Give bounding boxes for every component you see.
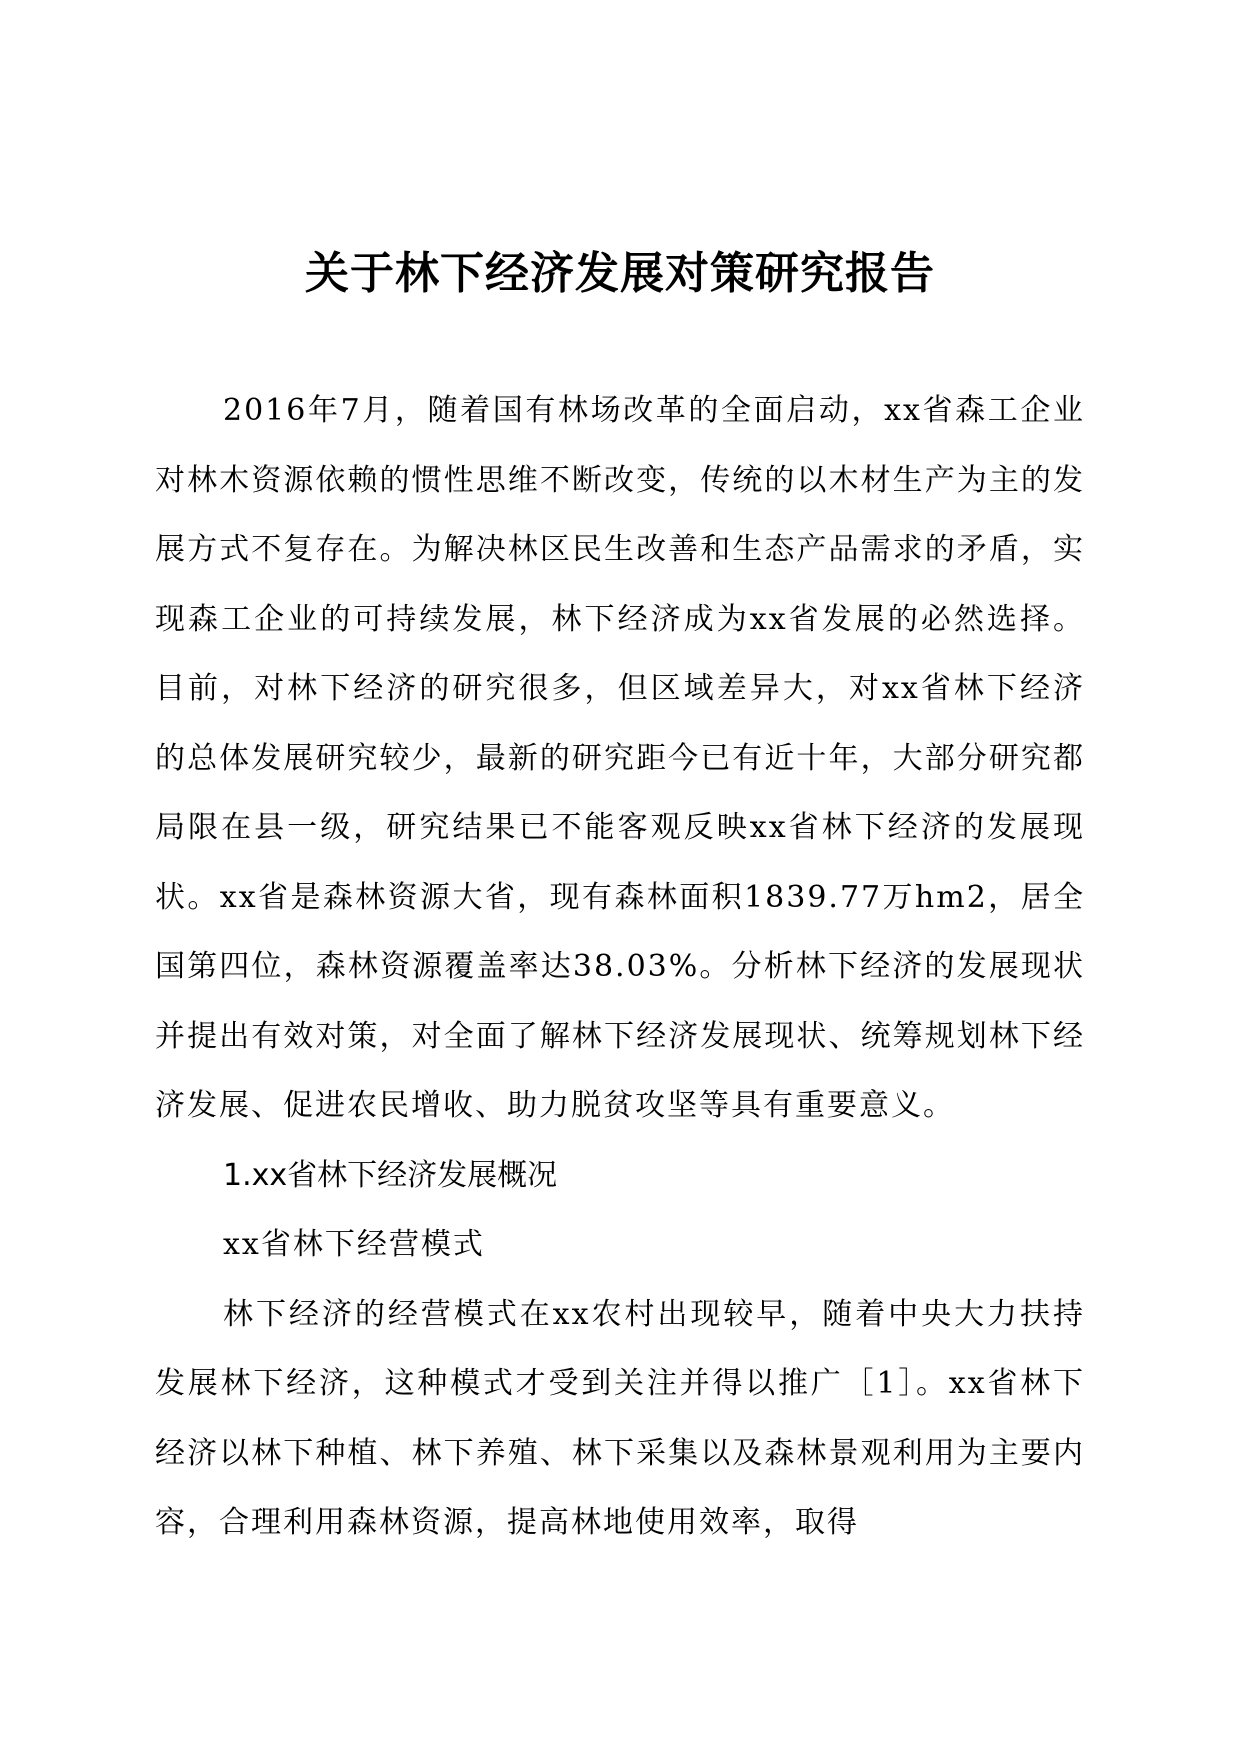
- section-heading: 1.xx省林下经济发展概况: [223, 1157, 558, 1193]
- intro-paragraph: 2016年7月，随着国有林场改革的全面启动，xx省森工企业对林木资源依赖的惯性思维不断改变，传统的以木材生产为主的发展方式不复存在。为解决林区民生改善和生态产品需求的矛盾，实现森工企业的可持续发展，林下经济成为xx省发展的必然选择。目前，对林下经济的研究很多，但区域差异大，对xx省林下经济的总体发展研究较少，最新的研究距今已有近十年，大部分研究都局限在县一级，研究结果已不能客观反映xx省林下经济的发展现状。xx省是森林资源大省，现有森林面积1839.77万hm2，居全国第四位，森林资源覆盖率达38.03%。分析林下经济的发展现状并提出有效对策，对全面了解林下经济发展现状、统筹规划林下经济发展、促进农民增收、助力脱贫攻坚等具有重要意义。: [155, 393, 1085, 1123]
- subsection-heading: xx省林下经营模式: [223, 1227, 485, 1262]
- document-body: [155, 376, 1085, 1558]
- section-paragraph: 林下经济的经营模式在xx农村出现较早，随着中央大力扶持发展林下经济，这种模式才受到关注并得以推广［1］。xx省林下经济以林下种植、林下养殖、林下采集以及森林景观利用为主要内容，合理利用森林资源，提高林地使用效率，取得: [155, 1296, 1085, 1540]
- document-title: 关于林下经济发展对策研究报告: [305, 248, 935, 299]
